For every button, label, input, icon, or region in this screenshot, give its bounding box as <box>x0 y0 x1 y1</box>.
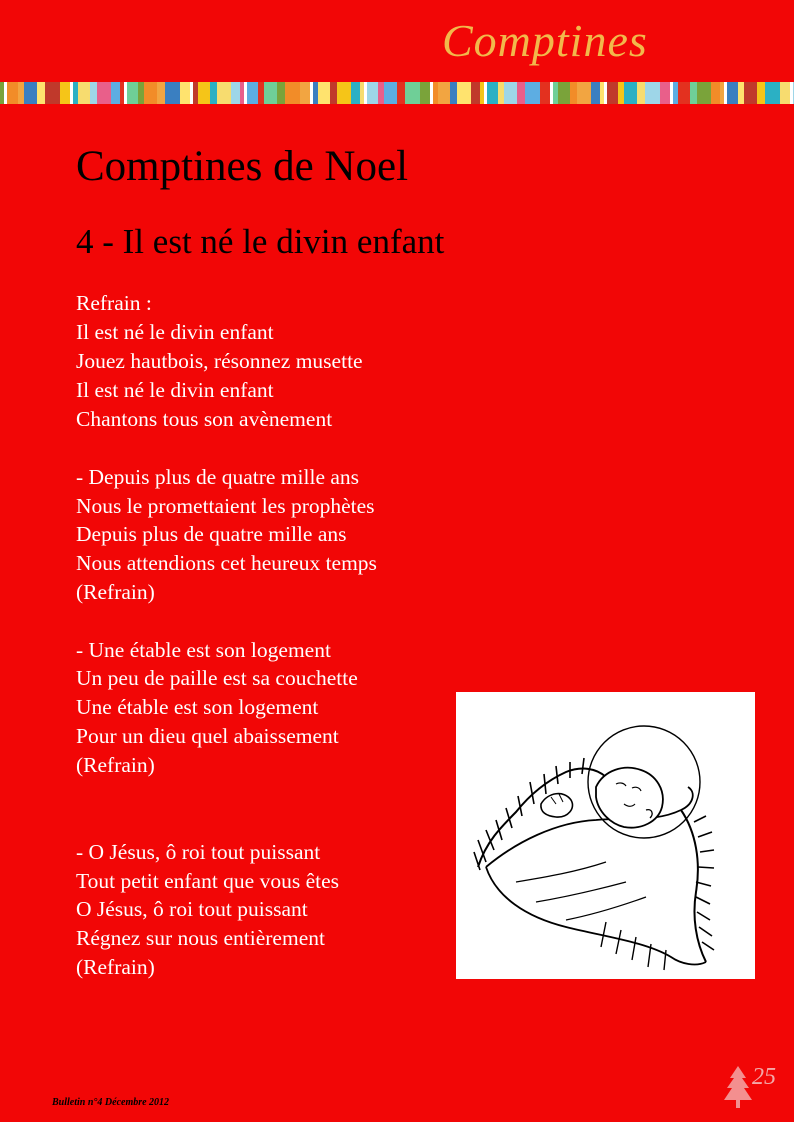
nativity-illustration <box>456 692 755 979</box>
stripe-segment <box>264 82 277 104</box>
stripe-segment <box>144 82 157 104</box>
stripe-segment <box>210 82 217 104</box>
stripe-segment <box>498 82 504 104</box>
stripe-segment <box>711 82 720 104</box>
stripe-segment <box>525 82 540 104</box>
stripe-segment <box>247 82 258 104</box>
stripe-segment <box>765 82 780 104</box>
stripe-segment <box>0 82 4 104</box>
stripe-segment <box>37 82 45 104</box>
stripe-segment <box>405 82 420 104</box>
stripe-segment <box>624 82 637 104</box>
stripe-segment <box>337 82 351 104</box>
page-number: 25 <box>752 1064 776 1090</box>
stripe-segment <box>360 82 364 104</box>
stripe-segment <box>198 82 210 104</box>
stripe-segment <box>24 82 37 104</box>
lyrics-line: (Refrain) <box>76 580 155 604</box>
stripe-segment <box>438 82 450 104</box>
stripe-segment <box>678 82 690 104</box>
stripe-segment <box>607 82 618 104</box>
stripe-segment <box>73 82 78 104</box>
lyrics-line: - O Jésus, ô roi tout puissant <box>76 840 321 864</box>
stripe-segment <box>757 82 765 104</box>
stripe-segment <box>600 82 604 104</box>
stripe-segment <box>90 82 97 104</box>
stripe-segment <box>457 82 471 104</box>
stripe-segment <box>120 82 124 104</box>
stripe-segment <box>351 82 360 104</box>
stripe-segment <box>471 82 480 104</box>
lyrics-line: Régnez sur nous entièrement <box>76 926 325 950</box>
stripe-segment <box>618 82 624 104</box>
lyrics-line: (Refrain) <box>76 955 155 979</box>
stripe-segment <box>45 82 60 104</box>
lyrics-line: Il est né le divin enfant <box>76 378 274 402</box>
lyrics-line: Chantons tous son avènement <box>76 407 333 431</box>
stripe-segment <box>285 82 300 104</box>
stripe-segment <box>591 82 600 104</box>
stripe-segment <box>240 82 244 104</box>
stripe-segment <box>690 82 697 104</box>
stripe-segment <box>433 82 438 104</box>
stripe-segment <box>318 82 330 104</box>
stripe-segment <box>637 82 645 104</box>
lyrics-line: Depuis plus de quatre mille ans <box>76 522 347 546</box>
lyrics-line: Refrain : <box>76 291 152 315</box>
lyrics-line: - Une étable est son logement <box>76 638 331 662</box>
stripe-segment <box>780 82 790 104</box>
lyrics-line: (Refrain) <box>76 753 155 777</box>
lyrics-line: O Jésus, ô roi tout puissant <box>76 897 308 921</box>
stripe-segment <box>378 82 384 104</box>
stripe-segment <box>157 82 165 104</box>
stripe-segment <box>60 82 70 104</box>
stripe-segment <box>97 82 111 104</box>
stripe-segment <box>78 82 90 104</box>
lyrics-line: Nous attendions cet heureux temps <box>76 551 377 575</box>
stripe-segment <box>553 82 558 104</box>
stripe-segment <box>300 82 310 104</box>
lyrics-line: Un peu de paille est sa couchette <box>76 666 358 690</box>
lyrics-line: Jouez hautbois, résonnez musette <box>76 349 363 373</box>
stripe-segment <box>504 82 517 104</box>
stripe-segment <box>645 82 660 104</box>
lyrics-line: Il est né le divin enfant <box>76 320 274 344</box>
stripe-segment <box>193 82 198 104</box>
stripe-segment <box>313 82 318 104</box>
lyrics-line: Tout petit enfant que vous êtes <box>76 869 339 893</box>
stripe-segment <box>480 82 484 104</box>
stripe-segment <box>673 82 678 104</box>
stripe-segment <box>570 82 577 104</box>
stripe-segment <box>577 82 591 104</box>
page-title: Comptines de Noel <box>76 143 409 190</box>
stripe-segment <box>217 82 231 104</box>
stripe-segment <box>18 82 24 104</box>
lyrics-line: Une étable est son logement <box>76 695 319 719</box>
stripe-segment <box>180 82 190 104</box>
lyrics-line: Nous le promettaient les prophètes <box>76 494 375 518</box>
bulletin-footer: Bulletin n°4 Décembre 2012 <box>52 1097 170 1108</box>
decorative-stripe-bar <box>0 82 794 104</box>
stripe-segment <box>420 82 430 104</box>
stripe-segment <box>165 82 180 104</box>
song-title: 4 - Il est né le divin enfant <box>76 222 445 261</box>
stripe-segment <box>487 82 498 104</box>
stripe-segment <box>367 82 378 104</box>
section-header-title: Comptines <box>442 15 648 66</box>
stripe-segment <box>111 82 120 104</box>
stripe-segment <box>7 82 18 104</box>
stripe-segment <box>127 82 138 104</box>
stripe-segment <box>660 82 670 104</box>
lyrics-line: Pour un dieu quel abaissement <box>76 724 339 748</box>
stripe-segment <box>697 82 711 104</box>
stripe-segment <box>558 82 570 104</box>
christmas-tree-icon <box>722 1064 754 1110</box>
stripe-segment <box>727 82 738 104</box>
stripe-segment <box>231 82 240 104</box>
lyrics-line: - Depuis plus de quatre mille ans <box>76 465 360 489</box>
baby-in-manger-drawing <box>456 692 755 979</box>
stripe-segment <box>397 82 405 104</box>
stripe-segment <box>330 82 337 104</box>
stripe-segment <box>138 82 144 104</box>
stripe-segment <box>384 82 397 104</box>
stripe-segment <box>450 82 457 104</box>
stripe-segment <box>738 82 744 104</box>
stripe-segment <box>744 82 757 104</box>
stripe-segment <box>540 82 550 104</box>
stripe-segment <box>258 82 264 104</box>
stripe-segment <box>720 82 724 104</box>
stripe-segment <box>277 82 285 104</box>
stripe-segment <box>517 82 525 104</box>
